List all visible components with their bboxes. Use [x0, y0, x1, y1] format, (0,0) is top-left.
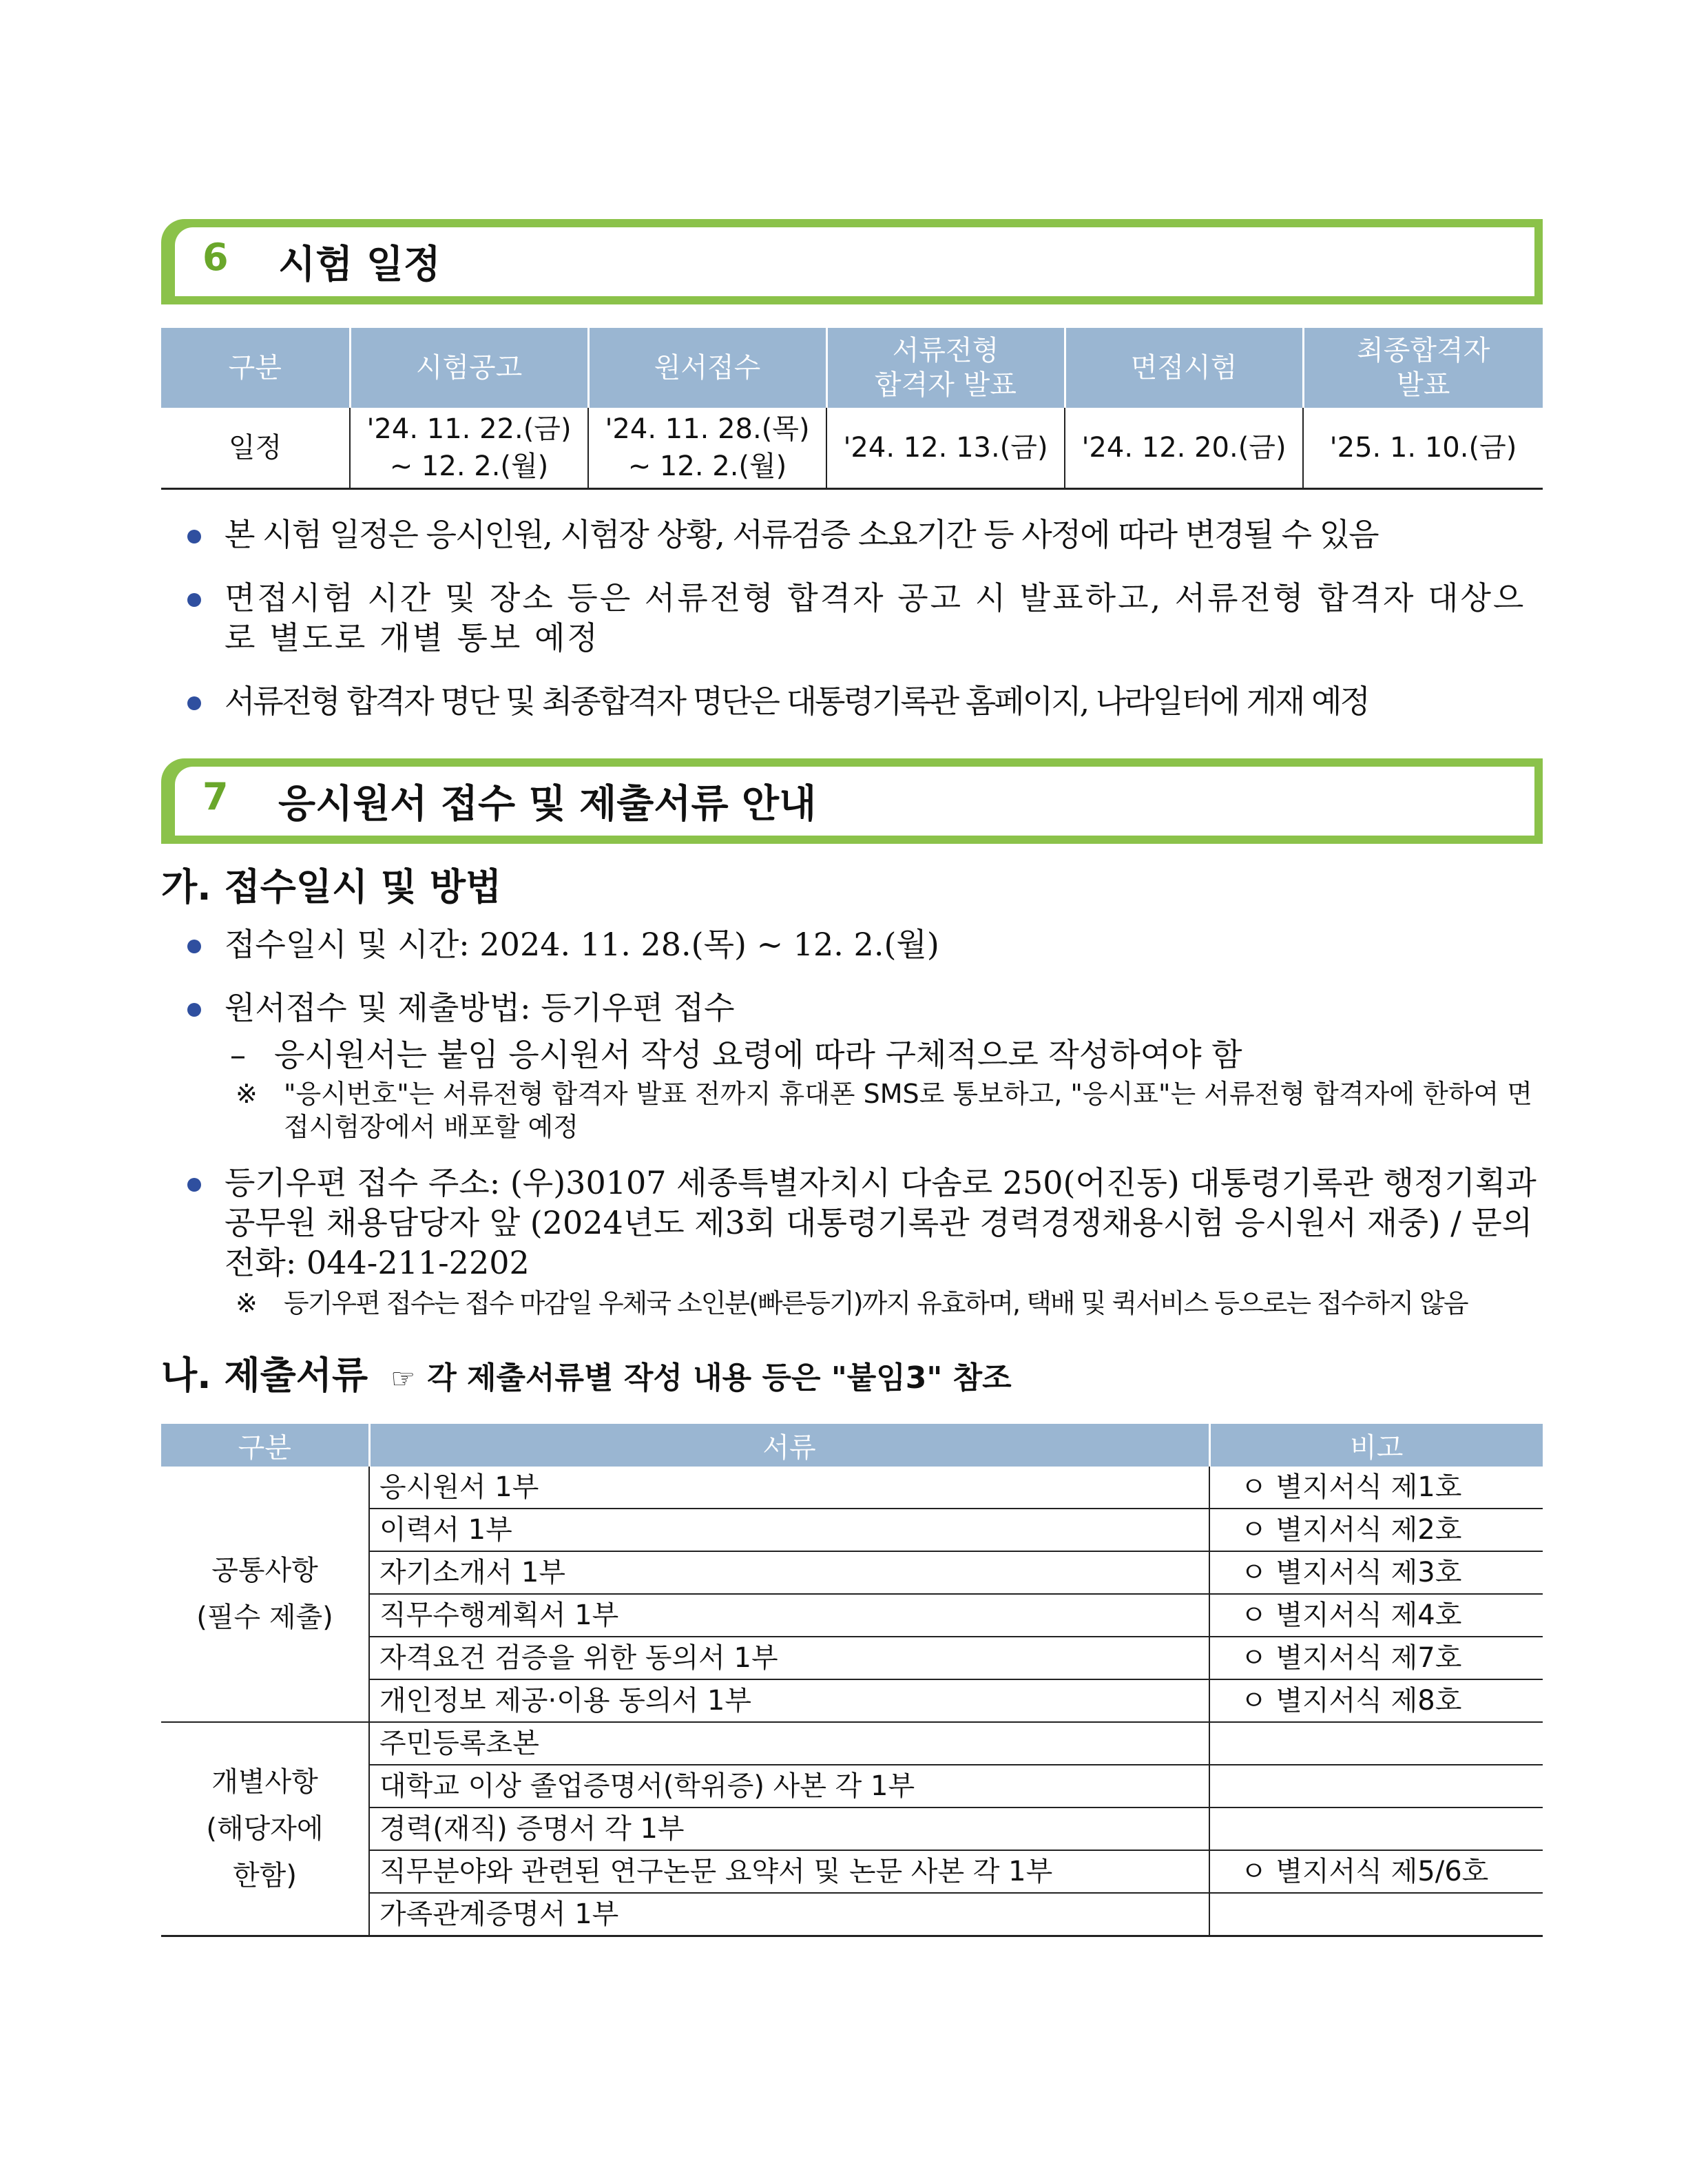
table-row: [161, 1722, 1543, 1765]
group-label: 개별사항 (해당자에 한함): [161, 1722, 369, 1936]
table-cell: 대학교 이상 졸업증명서(학위증) 사본 각 1부: [369, 1765, 1209, 1807]
table-header: 구분: [161, 1424, 369, 1467]
table-header: 시험공고: [350, 328, 588, 408]
pointing-hand-icon: ☞: [390, 1363, 416, 1395]
table-cell: ㅇ 별지서식 제2호: [1209, 1509, 1543, 1551]
table-cell: 이력서 1부: [369, 1509, 1209, 1551]
bullet-icon: [187, 1178, 201, 1192]
section-title: 시험 일정: [278, 242, 441, 287]
table-cell: 자격요건 검증을 위한 동의서 1부: [369, 1637, 1209, 1679]
table-header: 면접시험: [1065, 328, 1303, 408]
table-cell: 일정: [161, 408, 350, 489]
list-item: 서류전형 합격자 명단 및 최종합격자 명단은 대통령기록관 홈페이지, 나라일터에 게재 예정: [161, 681, 1543, 721]
table-cell: ㅇ 별지서식 제1호: [1209, 1467, 1543, 1509]
table-cell: [1209, 1722, 1543, 1765]
section-number: 6: [202, 236, 229, 279]
list-item: 본 시험 일정은 응시인원, 시험장 상황, 서류검증 소요기간 등 사정에 따라 변경될 수 있음: [161, 515, 1543, 555]
bullet-icon: [187, 593, 201, 607]
table-cell: '25. 1. 10.(금): [1303, 408, 1543, 489]
subsection-b-title: 나. 제출서류: [161, 1354, 368, 1397]
table-cell: ㅇ 별지서식 제4호: [1209, 1594, 1543, 1637]
table-cell: 주민등록초본: [369, 1722, 1209, 1765]
table-row: [161, 408, 1543, 489]
table-cell: [1209, 1807, 1543, 1850]
address-list: [161, 1163, 1543, 1283]
table-cell: '24. 12. 20.(금): [1065, 408, 1303, 489]
bullet-icon: [187, 530, 201, 543]
schedule-table: [161, 328, 1543, 490]
table-cell: [1209, 1893, 1543, 1936]
table-header: 최종합격자 발표: [1303, 328, 1543, 408]
documents-table: [161, 1424, 1543, 1937]
table-cell: '24. 11. 28.(목) ~ 12. 2.(월): [588, 408, 826, 489]
section-6-header: [161, 219, 1543, 304]
bullet-icon: [187, 940, 201, 953]
reference-note: ※ "응시번호"는 서류전형 합격자 발표 전까지 휴대폰 SMS로 통보하고, "응시표"는 서류전형 합격자에 한하여 면접시험장에서 배포할 예정: [236, 1079, 1533, 1142]
table-cell: 가족관계증명서 1부: [369, 1893, 1209, 1936]
table-header-row: [161, 328, 1543, 408]
table-cell: 개인정보 제공·이용 동의서 1부: [369, 1679, 1209, 1722]
table-cell: ㅇ 별지서식 제5/6호: [1209, 1850, 1543, 1893]
table-cell: 경력(재직) 증명서 각 1부: [369, 1807, 1209, 1850]
bullet-icon: [187, 1003, 201, 1017]
table-header-row: [161, 1424, 1543, 1467]
table-row: [161, 1467, 1543, 1509]
table-cell: 직무수행계획서 1부: [369, 1594, 1209, 1637]
table-header: 원서접수: [588, 328, 826, 408]
table-header: 서류전형 합격자 발표: [826, 328, 1065, 408]
section-title: 응시원서 접수 및 제출서류 안내: [278, 782, 817, 827]
section-number: 7: [202, 775, 229, 818]
table-cell: '24. 12. 13.(금): [826, 408, 1065, 489]
subsection-a-title: 가. 접수일시 및 방법: [161, 865, 502, 909]
bullet-icon: [187, 696, 201, 710]
submission-method-list: [161, 924, 1543, 1028]
list-item: 면접시험 시간 및 장소 등은 서류전형 합격자 공고 시 발표하고, 서류전형 합격자 대상으로 별도로 개별 통보 예정: [161, 578, 1543, 658]
document-page: [161, 219, 1543, 1937]
dash-item: – 응시원서는 붙임 응시원서 작성 요령에 따라 구체적으로 작성하여야 함: [230, 1036, 1242, 1073]
reference-text: 각 제출서류별 작성 내용 등은 "붙임3" 참조: [427, 1360, 1012, 1396]
subsection-b-heading: [161, 1346, 1543, 1399]
schedule-notes: [161, 515, 1543, 721]
table-cell: ㅇ 별지서식 제3호: [1209, 1551, 1543, 1594]
table-header: 구분: [161, 328, 350, 408]
table-cell: ㅇ 별지서식 제7호: [1209, 1637, 1543, 1679]
table-cell: 직무분야와 관련된 연구논문 요약서 및 논문 사본 각 1부: [369, 1850, 1209, 1893]
table-cell: ㅇ 별지서식 제8호: [1209, 1679, 1543, 1722]
list-item: 등기우편 접수 주소: (우)30107 세종특별자치시 다솜로 250(어진동) 대통령기록관 행정기획과 공무원 채용담당자 앞 (2024년도 제3회 대통령기록관 경력경쟁채용시험 응시원서 재중) / 문의전화: 044-211-2202: [161, 1163, 1543, 1283]
table-cell: [1209, 1765, 1543, 1807]
table-header: 비고: [1209, 1424, 1543, 1467]
section-7-header: [161, 758, 1543, 844]
table-header: 서류: [369, 1424, 1209, 1467]
table-cell: 자기소개서 1부: [369, 1551, 1209, 1594]
table-cell: '24. 11. 22.(금) ~ 12. 2.(월): [350, 408, 588, 489]
reference-note: ※ 등기우편 접수는 접수 마감일 우체국 소인분(빠른등기)까지 유효하며, 택배 및 퀵서비스 등으로는 접수하지 않음: [236, 1288, 1468, 1318]
group-label: 공통사항 (필수 제출): [161, 1467, 369, 1722]
table-cell: 응시원서 1부: [369, 1467, 1209, 1509]
list-item: 원서접수 및 제출방법: 등기우편 접수: [161, 988, 1543, 1028]
list-item: 접수일시 및 시간: 2024. 11. 28.(목) ~ 12. 2.(월): [161, 924, 1543, 964]
